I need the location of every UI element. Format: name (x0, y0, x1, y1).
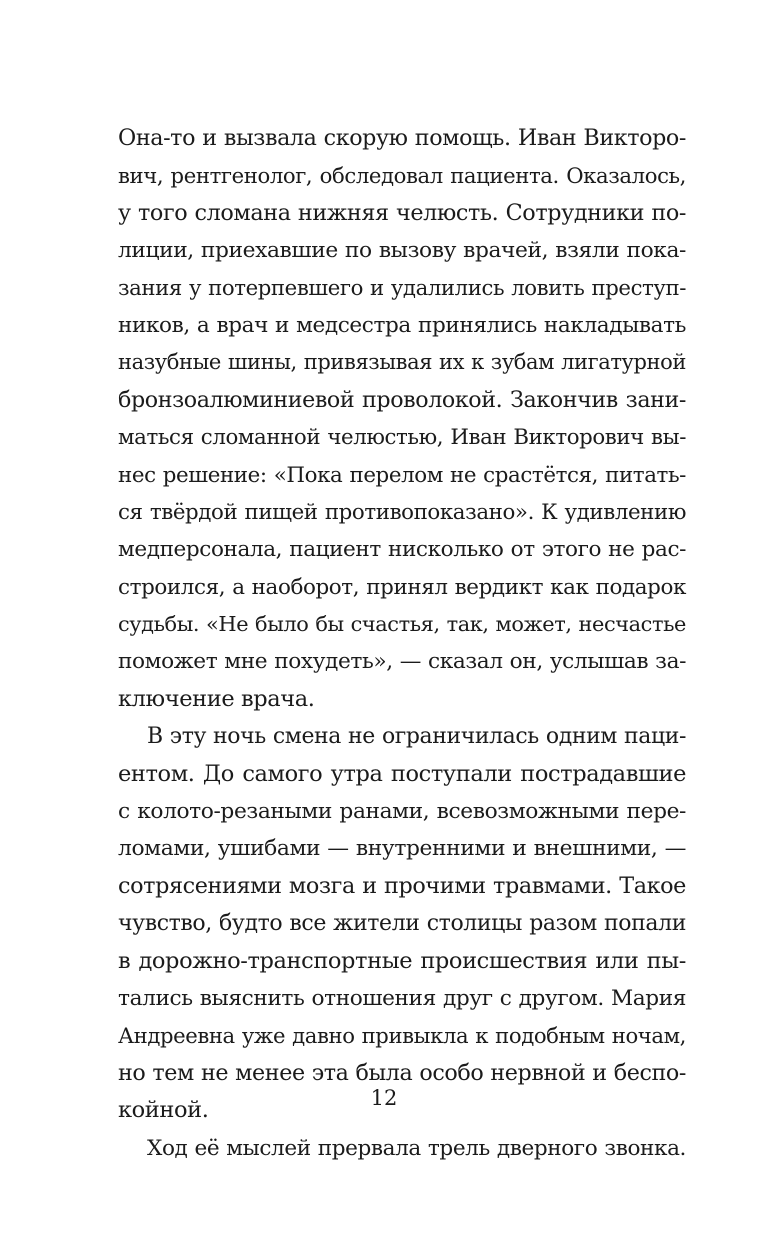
text-line: койной. (118, 1097, 209, 1124)
paragraph-2 (118, 718, 686, 1129)
text-line: вич, рентгенолог, обследовал пациента. Оказалось, (118, 163, 686, 189)
text-line: маться сломанной челюстью, Иван Викторович вы- (118, 425, 686, 451)
text-line: нес решение: «Пока перелом не срастётся, питать- (118, 462, 686, 488)
text-line: лиции, приехавшие по вызову врачей, взяли пока- (118, 238, 686, 264)
text-line: с колото-резаными ранами, всевозможными пере- (118, 799, 686, 825)
text-line: ся твёрдой пищей противопоказано». К удивлению (118, 499, 686, 525)
paragraph-3 (118, 1130, 686, 1167)
text-line: ников, а врач и медсестра принялись накладывать (118, 312, 686, 338)
text-line: назубные шины, привязывая их к зубам лигатурной (118, 350, 686, 375)
text-line: Андреевна уже давно привыкла к подобным ночам, (118, 1023, 686, 1049)
text-line: но тем не менее эта была особо нервной и беспо- (118, 1059, 686, 1086)
text-line: тались выяснить отношения друг с другом. Мария (118, 985, 686, 1011)
text-line: строился, а наоборот, принял вердикт как подарок (118, 574, 686, 600)
text-line: сотрясениями мозга и прочими травмами. Такое (118, 872, 686, 899)
text-line: бронзоалюминиевой проволокой. Закончив зани- (118, 386, 686, 413)
page-number: 12 (370, 1086, 398, 1110)
paragraph-1 (118, 120, 686, 718)
text-line: в дорожно-транспортные происшествия или пы- (118, 947, 686, 974)
text-line: зания у потерпевшего и удалились ловить преступ- (118, 275, 686, 301)
text-line: Ход её мыслей прервала трель дверного звонка. (147, 1135, 686, 1161)
text-line: медперсонала, пациент нисколько от этого не рас- (118, 537, 686, 563)
text-line: ломами, ушибами — внутренними и внешними, — (118, 836, 686, 862)
text-line: чувство, будто все жители столицы разом попали (118, 911, 686, 937)
text-line: ключение врача. (118, 685, 315, 712)
text-line: Она-то и вызвала скорую помощь. Иван Викторо- (118, 125, 686, 151)
text-line: поможет мне похудеть», — сказал он, услышав за- (118, 649, 686, 675)
text-line: В эту ночь смена не ограничилась одним паци- (147, 724, 686, 750)
text-line: у того сломана нижняя челюсть. Сотрудники по- (118, 199, 686, 226)
text-line: судьбы. «Не было бы счастья, так, может, несчастье (118, 612, 686, 637)
text-line: ентом. До самого утра поступали пострадавшие (118, 760, 686, 787)
body-text (118, 120, 686, 1167)
